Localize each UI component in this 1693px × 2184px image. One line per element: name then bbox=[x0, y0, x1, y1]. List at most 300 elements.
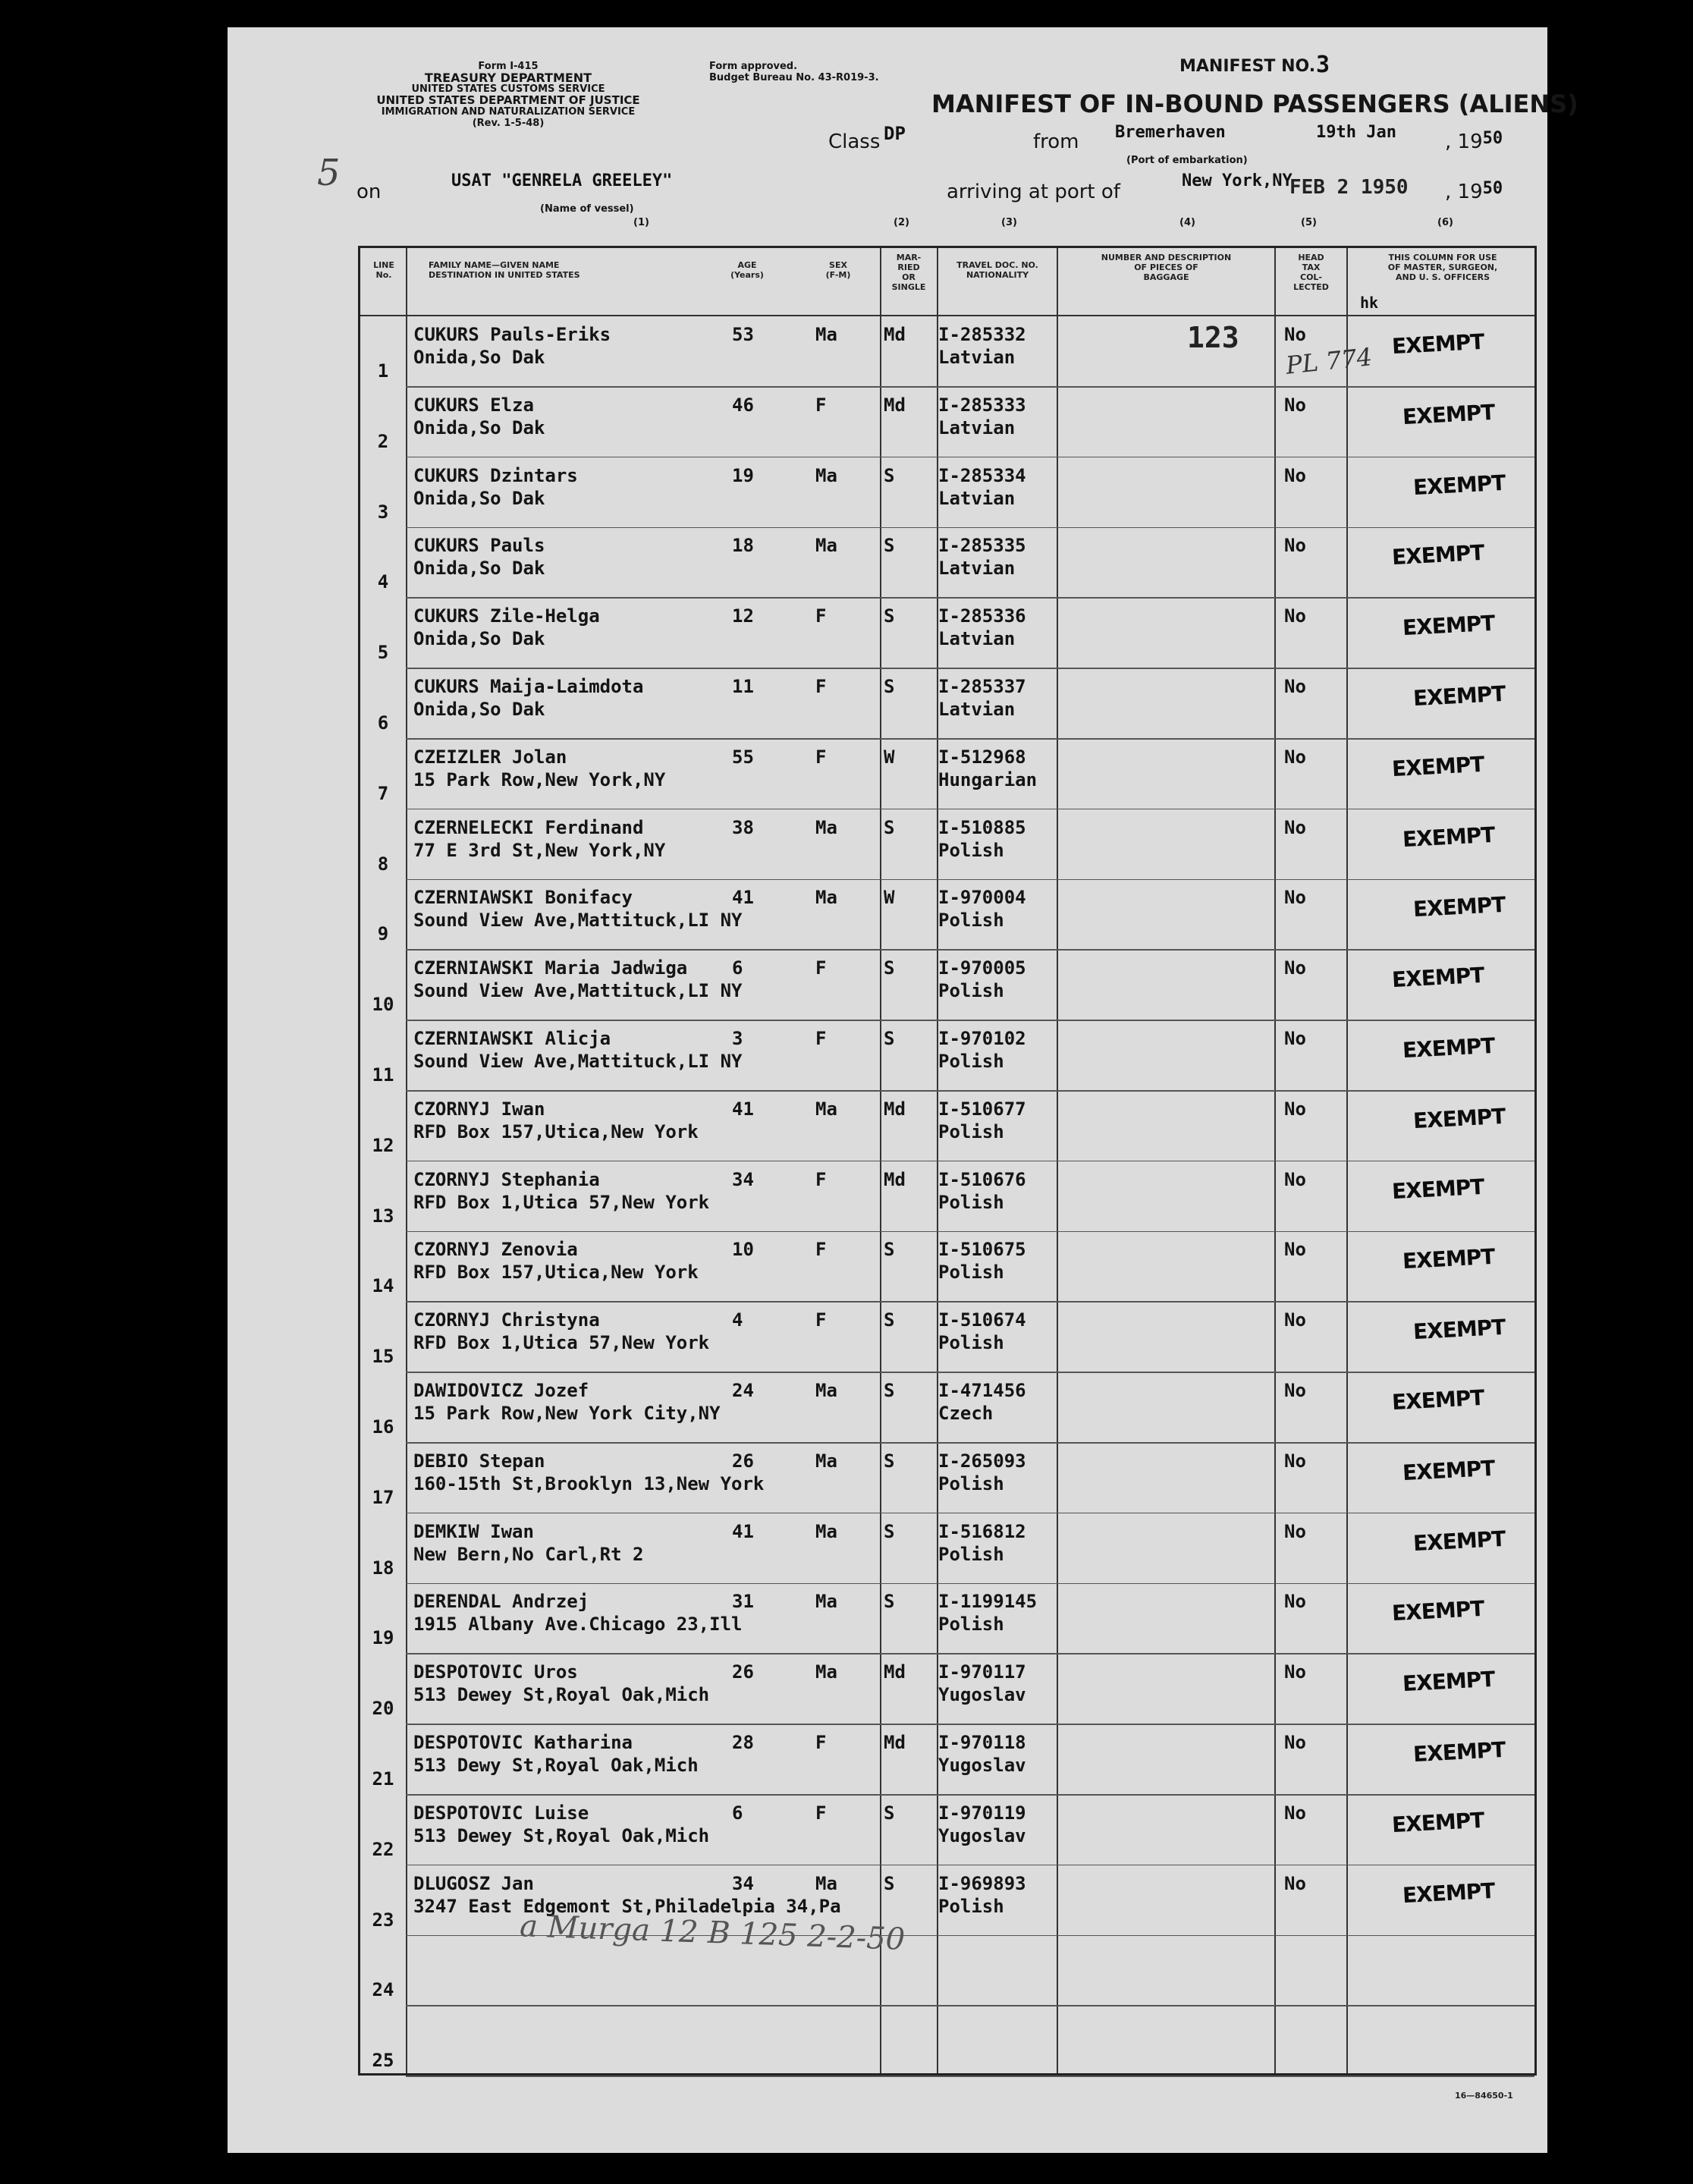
line-number: 23 bbox=[372, 1909, 394, 1931]
head-tax: No bbox=[1284, 464, 1306, 486]
passenger-name: DESPOTOVIC Luise bbox=[413, 1802, 589, 1824]
class-label: Class bbox=[828, 130, 881, 153]
table-row bbox=[360, 668, 1534, 739]
nationality: Polish bbox=[938, 1614, 1004, 1636]
destination: RFD Box 157,Utica,New York bbox=[413, 1262, 699, 1284]
head-tax: No bbox=[1284, 605, 1306, 627]
head-tax: No bbox=[1284, 957, 1306, 979]
sex: Ma bbox=[815, 1380, 837, 1401]
marital-status: S bbox=[884, 1872, 895, 1894]
marital-status: Md bbox=[884, 1168, 906, 1190]
header-line: LINE No. bbox=[373, 260, 394, 280]
passenger-name: CZERNIAWSKI Bonifacy bbox=[413, 887, 633, 909]
line-number: 12 bbox=[372, 1134, 394, 1156]
exempt-stamp: EXEMPT bbox=[1412, 470, 1506, 500]
exempt-stamp: EXEMPT bbox=[1402, 1878, 1496, 1908]
marital-status: W bbox=[884, 887, 895, 909]
head-tax: No bbox=[1284, 1380, 1306, 1401]
travel-doc-number: I-510676 bbox=[938, 1168, 1026, 1190]
travel-doc-number: I-970004 bbox=[938, 887, 1026, 909]
table-row bbox=[360, 739, 1534, 809]
ins: IMMIGRATION AND NATURALIZATION SERVICE bbox=[381, 106, 636, 118]
travel-doc-number: I-510677 bbox=[938, 1098, 1026, 1120]
departure-date: 19th Jan bbox=[1316, 123, 1396, 142]
destination: Onida,So Dak bbox=[413, 347, 545, 368]
line-number: 6 bbox=[377, 712, 389, 734]
officer-initials: hk bbox=[1360, 294, 1379, 312]
from-label: from bbox=[1033, 130, 1079, 153]
head-tax: No bbox=[1284, 887, 1306, 909]
line-number: 25 bbox=[372, 2050, 394, 2072]
age: 10 bbox=[732, 1239, 754, 1261]
sex: F bbox=[815, 1168, 827, 1190]
line-number: 7 bbox=[377, 782, 389, 804]
sex: F bbox=[815, 676, 827, 697]
nationality: Czech bbox=[938, 1403, 994, 1424]
marital-status: S bbox=[884, 676, 895, 697]
destination: 3247 East Edgemont St,Philadelpia 34,Pa bbox=[413, 1895, 841, 1917]
passenger-name: DEBIO Stepan bbox=[413, 1450, 545, 1472]
sex: Ma bbox=[815, 324, 837, 345]
passenger-name: DEMKIW Iwan bbox=[413, 1520, 534, 1542]
table-row bbox=[360, 1161, 1534, 1232]
year-label-2 bbox=[1445, 181, 1503, 203]
nationality: Polish bbox=[938, 1120, 1004, 1142]
customs-service: UNITED STATES CUSTOMS SERVICE bbox=[411, 83, 605, 95]
row-rule bbox=[406, 2076, 1534, 2077]
marital-status: Md bbox=[884, 394, 906, 416]
manifest-number-label: MANIFEST NO. bbox=[1179, 57, 1316, 76]
header-travel: TRAVEL DOC. NO. NATIONALITY bbox=[956, 260, 1038, 280]
travel-doc-number: I-285336 bbox=[938, 605, 1026, 627]
sex: F bbox=[815, 394, 827, 416]
bottom-handwritten-note: a Murga 12 B 125 2-2-50 bbox=[519, 1909, 906, 1957]
line-number: 15 bbox=[372, 1346, 394, 1368]
line-number: 17 bbox=[372, 1486, 394, 1508]
table-row bbox=[360, 598, 1534, 668]
embarkation-note: (Port of embarkation) bbox=[1126, 155, 1248, 166]
header-baggage: NUMBER AND DESCRIPTION OF PIECES OF BAGGAGE bbox=[1101, 253, 1232, 282]
line-number: 11 bbox=[372, 1064, 394, 1086]
line-number: 10 bbox=[372, 994, 394, 1016]
marital-status: W bbox=[884, 746, 895, 768]
travel-doc-number: I-510675 bbox=[938, 1239, 1026, 1261]
sex: Ma bbox=[815, 535, 837, 557]
nationality: Latvian bbox=[938, 628, 1016, 650]
line-number: 2 bbox=[377, 430, 389, 452]
nationality: Polish bbox=[938, 1262, 1004, 1284]
table-row bbox=[360, 1443, 1534, 1513]
travel-doc-number: I-285332 bbox=[938, 324, 1026, 345]
age: 55 bbox=[732, 746, 754, 768]
passenger-name: CUKURS Pauls-Eriks bbox=[413, 324, 611, 345]
age: 34 bbox=[732, 1872, 754, 1894]
passenger-name: CZEIZLER Jolan bbox=[413, 746, 567, 768]
destination: 1915 Albany Ave.Chicago 23,Ill bbox=[413, 1614, 743, 1636]
passenger-name: CUKURS Maija-Laimdota bbox=[413, 676, 644, 697]
justice-dept: UNITED STATES DEPARTMENT OF JUSTICE bbox=[376, 93, 640, 107]
head-tax: No bbox=[1284, 1802, 1306, 1824]
head-tax: No bbox=[1284, 1591, 1306, 1613]
nationality: Polish bbox=[938, 839, 1004, 861]
age: 26 bbox=[732, 1661, 754, 1683]
passenger-name: CZERNIAWSKI Maria Jadwiga bbox=[413, 957, 688, 979]
exempt-stamp: EXEMPT bbox=[1402, 611, 1496, 641]
passenger-name: CUKURS Zile-Helga bbox=[413, 605, 600, 627]
line-number: 14 bbox=[372, 1275, 394, 1297]
head-tax: No bbox=[1284, 1168, 1306, 1190]
exempt-stamp: EXEMPT bbox=[1391, 1174, 1485, 1204]
embarkation-port: Bremerhaven bbox=[1115, 123, 1226, 142]
marital-status: S bbox=[884, 957, 895, 979]
passenger-name: CZERNELECKI Ferdinand bbox=[413, 816, 644, 838]
age: 26 bbox=[732, 1450, 754, 1472]
manifest-number: 3 bbox=[1316, 52, 1330, 78]
age: 38 bbox=[732, 816, 754, 838]
destination: RFD Box 1,Utica 57,New York bbox=[413, 1191, 710, 1213]
destination: Sound View Ave,Mattituck,LI NY bbox=[413, 910, 743, 932]
table-row bbox=[360, 457, 1534, 528]
manifest-title: MANIFEST OF IN-BOUND PASSENGERS (ALIENS) bbox=[931, 90, 1578, 118]
passenger-name: DESPOTOVIC Uros bbox=[413, 1661, 578, 1683]
age: 3 bbox=[732, 1028, 743, 1049]
passenger-name: CUKURS Dzintars bbox=[413, 464, 578, 486]
age: 4 bbox=[732, 1309, 743, 1331]
travel-doc-number: I-510674 bbox=[938, 1309, 1026, 1331]
sex: Ma bbox=[815, 1098, 837, 1120]
sex: Ma bbox=[815, 816, 837, 838]
nationality: Latvian bbox=[938, 487, 1016, 509]
sex: F bbox=[815, 1802, 827, 1824]
age: 11 bbox=[732, 676, 754, 697]
table-row bbox=[360, 1302, 1534, 1372]
vessel-note: (Name of vessel) bbox=[540, 203, 634, 215]
exempt-stamp: EXEMPT bbox=[1402, 1244, 1496, 1274]
table-row bbox=[360, 1724, 1534, 1795]
approval-block bbox=[709, 61, 879, 83]
head-tax: No bbox=[1284, 535, 1306, 557]
head-tax: No bbox=[1284, 1309, 1306, 1331]
exempt-stamp: EXEMPT bbox=[1402, 1032, 1496, 1064]
column-number: (3) bbox=[1001, 217, 1017, 228]
marital-status: Md bbox=[884, 1098, 906, 1120]
age: 6 bbox=[732, 957, 743, 979]
line-number: 1 bbox=[377, 360, 389, 382]
destination: Onida,So Dak bbox=[413, 699, 545, 720]
age: 6 bbox=[732, 1802, 743, 1824]
line-number: 13 bbox=[372, 1205, 394, 1227]
marital-status: S bbox=[884, 1028, 895, 1049]
header-married: MAR- RIED OR SINGLE bbox=[891, 253, 926, 292]
line-number: 16 bbox=[372, 1416, 394, 1438]
head-tax: No bbox=[1284, 1028, 1306, 1049]
table-row bbox=[360, 527, 1534, 598]
table-row bbox=[360, 1091, 1534, 1161]
destination: RFD Box 1,Utica 57,New York bbox=[413, 1332, 710, 1354]
marital-status: S bbox=[884, 1450, 895, 1472]
header-officers: THIS COLUMN FOR USE OF MASTER, SURGEON, AND U. S. OFFICERS bbox=[1387, 253, 1498, 282]
nationality: Polish bbox=[938, 910, 1004, 932]
travel-doc-number: I-516812 bbox=[938, 1520, 1026, 1542]
column-number: (1) bbox=[633, 217, 649, 228]
passenger-name: DERENDAL Andrzej bbox=[413, 1591, 589, 1613]
nationality: Polish bbox=[938, 1895, 1004, 1917]
sex: Ma bbox=[815, 1872, 837, 1894]
marital-status: S bbox=[884, 1380, 895, 1401]
head-tax: No bbox=[1284, 1239, 1306, 1261]
age: 18 bbox=[732, 535, 754, 557]
destination: Sound View Ave,Mattituck,LI NY bbox=[413, 1051, 743, 1072]
sex: Ma bbox=[815, 1661, 837, 1683]
destination: Sound View Ave,Mattituck,LI NY bbox=[413, 980, 743, 1002]
sex: F bbox=[815, 1732, 827, 1753]
age: 12 bbox=[732, 605, 754, 627]
arrival-date-stamp: FEB 2 1950 bbox=[1289, 176, 1409, 199]
line-number: 8 bbox=[377, 853, 389, 875]
sex: F bbox=[815, 957, 827, 979]
line-number: 18 bbox=[372, 1557, 394, 1579]
travel-doc-number: I-970117 bbox=[938, 1661, 1026, 1683]
destination: New Bern,No Carl,Rt 2 bbox=[413, 1543, 644, 1565]
column-number: (4) bbox=[1179, 217, 1195, 228]
marital-status: S bbox=[884, 1309, 895, 1331]
travel-doc-number: I-970118 bbox=[938, 1732, 1026, 1753]
age: 34 bbox=[732, 1168, 754, 1190]
age: 24 bbox=[732, 1380, 754, 1401]
nationality: Yugoslav bbox=[938, 1824, 1026, 1846]
header-sex: SEX (F-M) bbox=[825, 260, 851, 280]
destination: 513 Dewey St,Royal Oak,Mich bbox=[413, 1684, 710, 1706]
line-number: 19 bbox=[372, 1627, 394, 1649]
year-prefix-2: , 19 bbox=[1445, 181, 1483, 203]
table-row bbox=[360, 879, 1534, 950]
head-tax: No bbox=[1284, 1872, 1306, 1894]
nationality: Yugoslav bbox=[938, 1755, 1026, 1776]
head-tax: No bbox=[1284, 394, 1306, 416]
column-number: (5) bbox=[1301, 217, 1317, 228]
sex: Ma bbox=[815, 1591, 837, 1613]
head-tax: No bbox=[1284, 746, 1306, 768]
travel-doc-number: I-265093 bbox=[938, 1450, 1026, 1472]
exempt-stamp: EXEMPT bbox=[1402, 822, 1496, 852]
travel-doc-number: I-285335 bbox=[938, 535, 1026, 557]
form-id-block bbox=[357, 61, 660, 129]
passenger-name: CUKURS Pauls bbox=[413, 535, 545, 557]
year-value-2: 50 bbox=[1482, 179, 1503, 198]
nationality: Polish bbox=[938, 980, 1004, 1002]
header-tax: HEAD TAX COL- LECTED bbox=[1293, 253, 1329, 292]
marital-status: S bbox=[884, 605, 895, 627]
exempt-stamp: EXEMPT bbox=[1402, 1667, 1496, 1697]
table-row bbox=[360, 1935, 1534, 2006]
arriving-label: arriving at port of bbox=[947, 181, 1120, 203]
nationality: Hungarian bbox=[938, 768, 1038, 790]
travel-doc-number: I-970119 bbox=[938, 1802, 1026, 1824]
travel-doc-number: I-471456 bbox=[938, 1380, 1026, 1401]
revision: (Rev. 1-5-48) bbox=[472, 118, 545, 129]
line-number: 9 bbox=[377, 923, 389, 945]
destination: Onida,So Dak bbox=[413, 628, 545, 650]
passenger-name: CZERNIAWSKI Alicja bbox=[413, 1028, 611, 1049]
line-number: 4 bbox=[377, 571, 389, 593]
travel-doc-number: I-512968 bbox=[938, 746, 1026, 768]
destination: 513 Dewey St,Royal Oak,Mich bbox=[413, 1824, 710, 1846]
marital-status: S bbox=[884, 816, 895, 838]
exempt-stamp: EXEMPT bbox=[1391, 328, 1485, 360]
marital-status: S bbox=[884, 535, 895, 557]
exempt-stamp: EXEMPT bbox=[1391, 1384, 1485, 1416]
exempt-stamp: EXEMPT bbox=[1391, 1596, 1485, 1626]
exempt-stamp: EXEMPT bbox=[1402, 1455, 1496, 1485]
column-number: (2) bbox=[894, 217, 909, 228]
travel-doc-number: I-1199145 bbox=[938, 1591, 1038, 1613]
form-number: Form I-415 bbox=[478, 61, 539, 72]
travel-doc-number: I-510885 bbox=[938, 816, 1026, 838]
marital-status: Md bbox=[884, 1732, 906, 1753]
nationality: Yugoslav bbox=[938, 1684, 1026, 1706]
nationality: Polish bbox=[938, 1051, 1004, 1072]
exempt-stamp: EXEMPT bbox=[1412, 1103, 1506, 1133]
head-tax: No bbox=[1284, 1661, 1306, 1683]
table-row bbox=[360, 1583, 1534, 1654]
passenger-name: CZORNYJ Iwan bbox=[413, 1098, 545, 1120]
destination: Onida,So Dak bbox=[413, 558, 545, 580]
age: 53 bbox=[732, 324, 754, 345]
sex: Ma bbox=[815, 1520, 837, 1542]
age: 46 bbox=[732, 394, 754, 416]
line-number: 24 bbox=[372, 1979, 394, 2001]
passenger-table bbox=[358, 246, 1537, 2076]
age: 41 bbox=[732, 1520, 754, 1542]
year-label-1 bbox=[1445, 130, 1503, 153]
head-tax: No bbox=[1284, 1520, 1306, 1542]
line-number: 22 bbox=[372, 1838, 394, 1860]
vessel-name: USAT "GENRELA GREELEY" bbox=[451, 171, 673, 190]
header-name: FAMILY NAME—GIVEN NAME DESTINATION IN UNITED STATES bbox=[429, 260, 580, 280]
table-row bbox=[360, 950, 1534, 1020]
marital-status: S bbox=[884, 1802, 895, 1824]
exempt-stamp: EXEMPT bbox=[1391, 963, 1485, 993]
nationality: Polish bbox=[938, 1472, 1004, 1494]
head-tax: No bbox=[1284, 1732, 1306, 1753]
nationality: Latvian bbox=[938, 699, 1016, 720]
exempt-stamp: EXEMPT bbox=[1391, 1807, 1485, 1837]
marital-status: S bbox=[884, 1239, 895, 1261]
table-row bbox=[360, 387, 1534, 457]
age: 19 bbox=[732, 464, 754, 486]
age: 41 bbox=[732, 1098, 754, 1120]
head-tax: No bbox=[1284, 324, 1306, 345]
travel-doc-number: I-285334 bbox=[938, 464, 1026, 486]
column-number: (6) bbox=[1437, 217, 1453, 228]
exempt-stamp: EXEMPT bbox=[1402, 399, 1496, 429]
baggage-note: PL 774 bbox=[1284, 342, 1374, 380]
head-tax: No bbox=[1284, 816, 1306, 838]
destination: RFD Box 157,Utica,New York bbox=[413, 1120, 699, 1142]
exempt-stamp: EXEMPT bbox=[1412, 892, 1506, 922]
sex: F bbox=[815, 605, 827, 627]
form-approved: Form approved. bbox=[709, 61, 798, 72]
travel-doc-number: I-285333 bbox=[938, 394, 1026, 416]
age: 31 bbox=[732, 1591, 754, 1613]
year-prefix-1: , 19 bbox=[1445, 130, 1483, 153]
year-value-1: 50 bbox=[1482, 129, 1503, 148]
table-row bbox=[360, 1020, 1534, 1091]
head-tax: No bbox=[1284, 676, 1306, 697]
sex: Ma bbox=[815, 1450, 837, 1472]
passenger-name: DESPOTOVIC Katharina bbox=[413, 1732, 633, 1753]
form-footer: 16—84650-1 bbox=[1455, 2091, 1513, 2101]
table-row bbox=[360, 1795, 1534, 1865]
passenger-name: CZORNYJ Stephania bbox=[413, 1168, 600, 1190]
destination: 15 Park Row,New York City,NY bbox=[413, 1403, 721, 1424]
marital-status: Md bbox=[884, 324, 906, 345]
sex: F bbox=[815, 1309, 827, 1331]
destination: Onida,So Dak bbox=[413, 487, 545, 509]
on-label: on bbox=[357, 181, 382, 203]
age: 28 bbox=[732, 1732, 754, 1753]
table-row bbox=[360, 1231, 1534, 1302]
line-number: 5 bbox=[377, 642, 389, 664]
table-row bbox=[360, 1654, 1534, 1724]
exempt-stamp: EXEMPT bbox=[1412, 1315, 1506, 1345]
sex: F bbox=[815, 1239, 827, 1261]
nationality: Latvian bbox=[938, 416, 1016, 438]
travel-doc-number: I-970102 bbox=[938, 1028, 1026, 1049]
line-number: 20 bbox=[372, 1698, 394, 1720]
baggage-count: 123 bbox=[1187, 321, 1239, 354]
nationality: Polish bbox=[938, 1543, 1004, 1565]
destination: 513 Dewy St,Royal Oak,Mich bbox=[413, 1755, 699, 1776]
nationality: Polish bbox=[938, 1332, 1004, 1354]
exempt-stamp: EXEMPT bbox=[1391, 540, 1485, 570]
class-value: DP bbox=[884, 123, 906, 144]
line-number: 21 bbox=[372, 1768, 394, 1790]
nationality: Latvian bbox=[938, 347, 1016, 368]
age: 41 bbox=[732, 887, 754, 909]
destination: Onida,So Dak bbox=[413, 416, 545, 438]
travel-doc-number: I-285337 bbox=[938, 676, 1026, 697]
table-row bbox=[360, 1372, 1534, 1443]
marital-status: S bbox=[884, 464, 895, 486]
sex: F bbox=[815, 1028, 827, 1049]
table-row bbox=[360, 1513, 1534, 1584]
marital-status: S bbox=[884, 1591, 895, 1613]
passenger-name: DLUGOSZ Jan bbox=[413, 1872, 534, 1894]
passenger-name: CZORNYJ Zenovia bbox=[413, 1239, 578, 1261]
head-tax: No bbox=[1284, 1450, 1306, 1472]
exempt-stamp: EXEMPT bbox=[1412, 1526, 1506, 1556]
destination: 160-15th St,Brooklyn 13,New York bbox=[413, 1472, 765, 1494]
line-number: 3 bbox=[377, 501, 389, 523]
table-row bbox=[360, 2006, 1534, 2076]
marital-status: Md bbox=[884, 1661, 906, 1683]
marital-status: S bbox=[884, 1520, 895, 1542]
arrival-port: New York,NY bbox=[1182, 171, 1293, 190]
header-age: AGE (Years) bbox=[730, 260, 764, 280]
passenger-name: DAWIDOVICZ Jozef bbox=[413, 1380, 589, 1401]
nationality: Polish bbox=[938, 1191, 1004, 1213]
margin-mark: 5 bbox=[317, 152, 341, 194]
nationality: Latvian bbox=[938, 558, 1016, 580]
travel-doc-number: I-969893 bbox=[938, 1872, 1026, 1894]
table-row bbox=[360, 809, 1534, 880]
sex: F bbox=[815, 746, 827, 768]
sex: Ma bbox=[815, 887, 837, 909]
passenger-name: CUKURS Elza bbox=[413, 394, 534, 416]
destination: 15 Park Row,New York,NY bbox=[413, 768, 666, 790]
treasury-dept: TREASURY DEPARTMENT bbox=[424, 71, 592, 85]
